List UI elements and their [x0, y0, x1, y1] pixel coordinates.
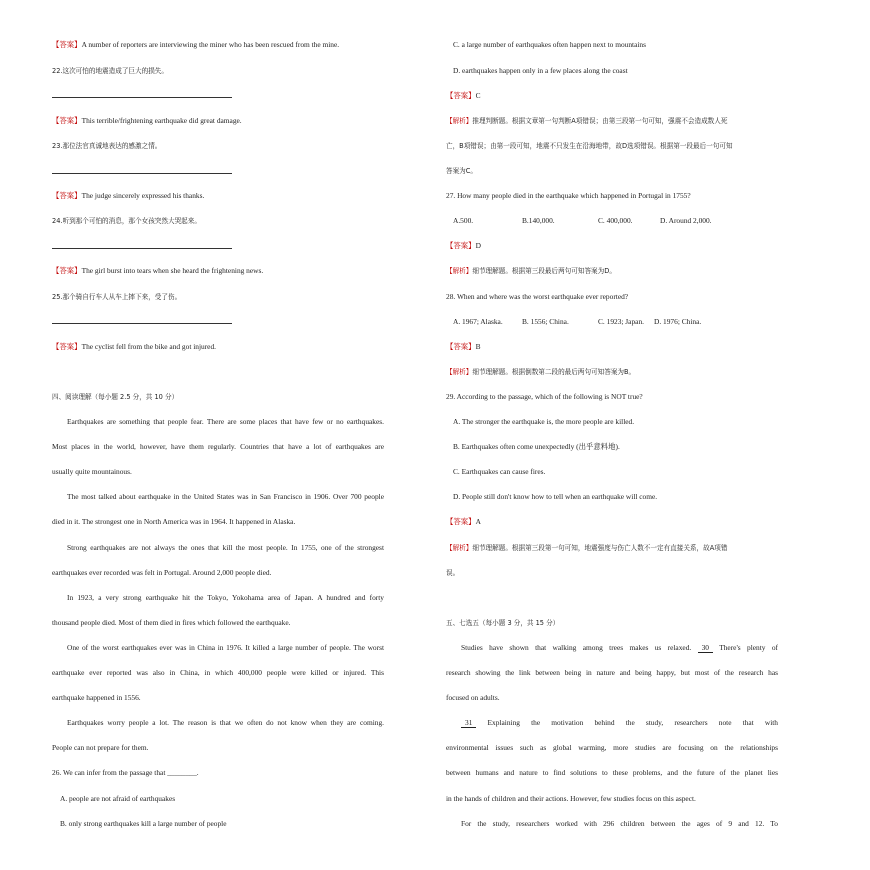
answer-28: 【答案】B — [446, 342, 481, 351]
question-23: 23.那位法官真诚地表达的感激之情。 — [52, 142, 162, 150]
answer-blank-24 — [52, 248, 232, 249]
question-26-option-a: A. people are not afraid of earthquakes — [60, 794, 176, 803]
question-27-option-a: A.500. — [453, 216, 474, 225]
section-heading-seven-choose-five: 五、七选五（每小题 3 分，共 15 分） — [446, 619, 560, 627]
question-27-option-d: D. Around 2,000. — [660, 216, 712, 225]
passage-p5-line2: earthquake ever reported was also in China, in which 400,000 people were killed or injured. This — [52, 668, 384, 677]
passage2-p2-line4: in the hands of children and their actions. However, few studies focus on this aspect. — [446, 794, 696, 803]
passage-p5-line3: earthquake happened in 1556. — [52, 693, 141, 702]
analysis-26-line3: 答案为C。 — [446, 167, 477, 175]
answer-blank-25 — [52, 323, 232, 324]
passage-p6-line1: Earthquakes worry people a lot. The reason is that we often do not know when they are coming. — [67, 718, 384, 727]
passage2-p2-line1: 31 Explaining the motivation behind the study, researchers note that with — [446, 718, 778, 728]
question-28-option-a: A. 1967; Alaska. — [453, 317, 503, 326]
question-29-option-c: C. Earthquakes can cause fires. — [453, 467, 546, 476]
analysis-29-line2: 误。 — [446, 569, 460, 577]
question-26: 26. We can infer from the passage that ________. — [52, 768, 199, 777]
answer-27: 【答案】D — [446, 241, 481, 250]
passage2-p1-line2: research showing the link between being in nature and being happy, but most of the research has — [446, 668, 778, 677]
passage-p3-line1: Strong earthquakes are not always the ones that kill the most people. In 1755, one of the strongest — [67, 543, 384, 552]
analysis-29-line1: 【解析】细节理解题。根据第三段第一句可知，地震强度与伤亡人数不一定有直接关系，故A项错 — [446, 544, 728, 552]
passage-p4-line1: In 1923, a very strong earthquake hit the Tokyo, Yokohama area of Japan. A hundred and forty — [67, 593, 384, 602]
passage-p4-line2: thousand people died. Most of them died in fires which followed the earthquake. — [52, 618, 291, 627]
blank-31[interactable]: 31 — [461, 718, 476, 728]
answer-blank-23 — [52, 173, 232, 174]
answer-29: 【答案】A — [446, 517, 481, 526]
analysis-26-line2: 亡，B项错误；由第一段可知，地震不只发生在沿海地带，故D选项错误。根据第一段最后一句可知 — [446, 142, 733, 150]
passage-p2-line2: died in it. The strongest one in North America was in 1964. It happened in Alaska. — [52, 517, 296, 526]
question-25: 25.那个骑自行车人从车上摔下来，受了伤。 — [52, 293, 182, 301]
analysis-27: 【解析】细节理解题。根据第三段最后两句可知答案为D。 — [446, 267, 616, 275]
passage-p1-line3: usually quite mountainous. — [52, 467, 132, 476]
answer-21: 【答案】A number of reporters are interviewing the miner who has been rescued from the mine. — [52, 40, 340, 49]
answer-22: 【答案】This terrible/frightening earthquake did great damage. — [52, 116, 242, 125]
question-22: 22.这次可怕的地震造成了巨大的损失。 — [52, 67, 168, 75]
question-26-option-b: B. only strong earthquakes kill a large number of people — [60, 819, 227, 828]
question-27-options — [453, 216, 712, 226]
passage2-p2-line3: between humans and nature to find solutions to these problems, and the future of the planet lies — [446, 768, 778, 777]
passage2-p1-line3: focused on adults. — [446, 693, 500, 702]
question-26-option-c: C. a large number of earthquakes often happen next to mountains — [453, 40, 646, 49]
answer-23: 【答案】The judge sincerely expressed his thanks. — [52, 191, 205, 200]
question-26-option-d: D. earthquakes happen only in a few places along the coast — [453, 66, 628, 75]
passage-p3-line2: earthquakes ever recorded was felt in Portugal. Around 2,000 people died. — [52, 568, 272, 577]
analysis-28: 【解析】细节理解题。根据倒数第二段的最后两句可知答案为B。 — [446, 368, 636, 376]
question-29-option-a: A. The stronger the earthquake is, the more people are killed. — [453, 417, 635, 426]
answer-26: 【答案】C — [446, 91, 481, 100]
question-27-option-c: C. 400,000. — [598, 216, 633, 225]
analysis-26-line1: 【解析】推理判断题。根据文章第一句判断A项错误；由第三段第一句可知，强震不会造成数人死 — [446, 117, 728, 125]
question-28-option-b: B. 1556; China. — [522, 317, 569, 326]
question-24: 24.听到那个可怕的消息，那个女孩突然大哭起来。 — [52, 217, 201, 225]
blank-30[interactable]: 30 — [698, 643, 713, 653]
passage2-p1-line1: Studies have shown that walking among trees makes us relaxed. 30 There's plenty of — [461, 643, 778, 652]
question-27-option-b: B.140,000. — [522, 216, 555, 225]
question-29-option-b: B. Earthquakes often come unexpectedly (出乎意料地). — [453, 442, 620, 451]
passage-p1-line2: Most places in the world, however, have them regularly. Countries that have a lot of earthquakes are — [52, 442, 384, 451]
passage-p5-line1: One of the worst earthquakes ever was in China in 1976. It killed a large number of people. The worst — [67, 643, 384, 652]
question-29-option-d: D. People still don't know how to tell when an earthquake will come. — [453, 492, 658, 501]
passage-p1-line1: Earthquakes are something that people fear. There are some places that have few or no earthquakes. — [67, 417, 384, 426]
passage-p2-line1: The most talked about earthquake in the United States was in San Francisco in 1906. Over 700 people — [67, 492, 384, 501]
answer-tag: 【答案】 — [52, 40, 82, 49]
passage-p6-line2: People can not prepare for them. — [52, 743, 149, 752]
answer-25: 【答案】The cyclist fell from the bike and got injured. — [52, 342, 217, 351]
answer-24: 【答案】The girl burst into tears when she heard the frightening news. — [52, 266, 264, 275]
question-27: 27. How many people died in the earthquake which happened in Portugal in 1755? — [446, 191, 691, 200]
question-28-option-c: C. 1923; Japan. — [598, 317, 644, 326]
passage2-p2-line2: environmental issues such as global warming, more studies are focusing on the relationships — [446, 743, 778, 752]
analysis-tag: 【解析】 — [446, 117, 473, 125]
question-28-options — [453, 317, 701, 327]
question-28-option-d: D. 1976; China. — [654, 317, 702, 326]
question-29: 29. According to the passage, which of the following is NOT true? — [446, 392, 643, 401]
answer-blank-22 — [52, 97, 232, 98]
passage2-p3-line1: For the study, researchers worked with 296 children between the ages of 9 and 12. To — [461, 819, 778, 828]
section-heading-reading: 四、阅读理解（每小题 2.5 分，共 10 分） — [52, 393, 179, 401]
question-28: 28. When and where was the worst earthquake ever reported? — [446, 292, 629, 301]
